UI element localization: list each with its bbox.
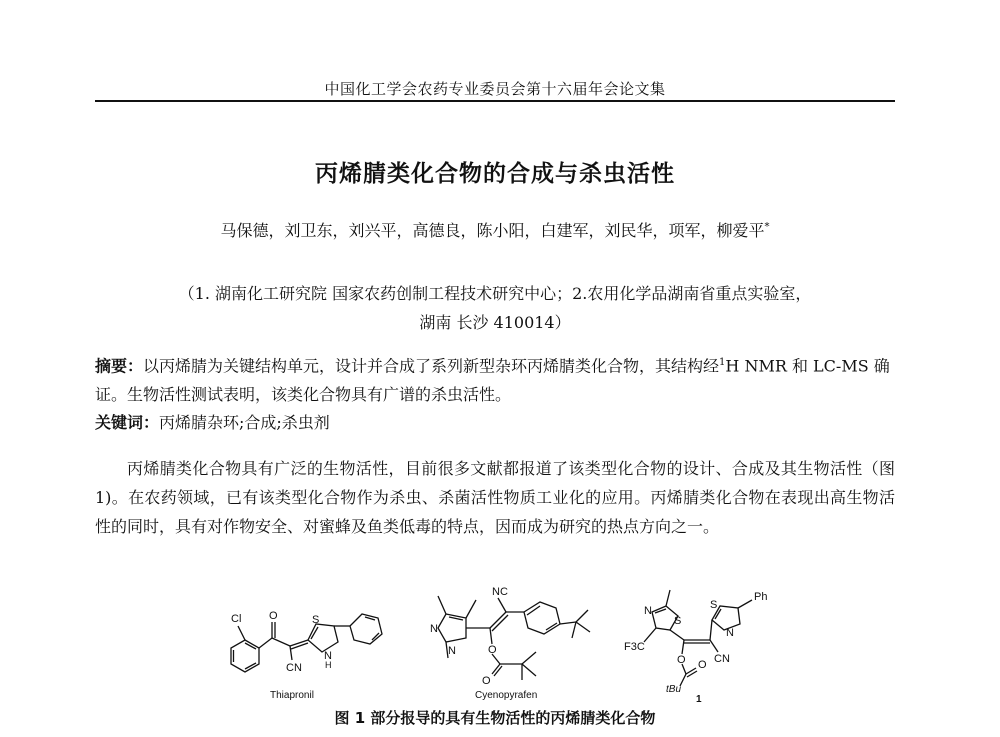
affiliation-line-2: 湖南 长沙 410014） bbox=[419, 313, 571, 332]
keywords bbox=[95, 408, 895, 437]
compound-1-n2-label: N bbox=[726, 627, 734, 639]
cyenopyrafen-o2-label: O bbox=[482, 675, 491, 687]
keywords-text: 丙烯腈杂环;合成;杀虫剂 bbox=[159, 413, 330, 432]
thiapronil-cl-label: Cl bbox=[231, 613, 242, 625]
corresponding-mark: * bbox=[764, 221, 770, 233]
thiapronil-cn-label: CN bbox=[286, 662, 302, 674]
abstract-text-a: 以丙烯腈为关键结构单元，设计并合成了系列新型杂环丙烯腈类化合物，其结构经 bbox=[143, 356, 720, 376]
cyenopyrafen-o1-label: O bbox=[488, 644, 497, 656]
cyenopyrafen-n2-label: N bbox=[448, 645, 456, 657]
compound-1-o1-label: O bbox=[677, 654, 686, 666]
compound-1-o2-label: O bbox=[698, 659, 707, 671]
author-list bbox=[95, 218, 895, 241]
compound-1-cn-label: CN bbox=[714, 653, 730, 665]
compound-1-s1-label: S bbox=[674, 615, 682, 627]
thiapronil-s-label: S bbox=[312, 614, 320, 626]
figure-structures bbox=[200, 582, 800, 707]
compound-name-1: 1 bbox=[696, 694, 702, 705]
header-rule bbox=[95, 100, 895, 102]
running-header: 中国化工学会农药专业委员会第十六届年会论文集 bbox=[324, 80, 666, 98]
author-names: 马保德，刘卫东，刘兴平，高德良，陈小阳，白建军，刘民华，项军，柳爱平 bbox=[220, 221, 765, 240]
affiliation-line-1: （1. 湖南化工研究院 国家农药创制工程技术研究中心；2.农用化学品湖南省重点实验室， bbox=[178, 284, 812, 303]
thiapronil-o-label: O bbox=[269, 610, 278, 622]
abstract-superscript: 1 bbox=[719, 357, 726, 368]
compound-name-thiapronil: Thiapronil bbox=[270, 690, 314, 701]
compound-1-tbu-label: tBu bbox=[666, 684, 682, 695]
thiapronil-h-label: H bbox=[325, 660, 332, 670]
body-paragraph: 丙烯腈类化合物具有广泛的生物活性，目前很多文献都报道了该类型化合物的设计、合成及其生物活性（图 1)。在农药领域，已有该类型化合物作为杀虫、杀菌活性物质工业化的应用。丙烯腈类化合物在表现出高生物活性的同时，具有对作物安全、对蜜蜂及鱼类低毒的特点，因而成为研究的热点方向之一。 bbox=[95, 459, 895, 536]
keywords-label: 关键词： bbox=[95, 413, 160, 432]
paper-title: 丙烯腈类化合物的合成与杀虫活性 bbox=[315, 161, 675, 187]
compound-name-cyenopyrafen: Cyenopyrafen bbox=[475, 690, 538, 701]
abstract bbox=[95, 348, 895, 409]
cyenopyrafen-nc-label: NC bbox=[492, 586, 508, 598]
compound-1-ph-label: Ph bbox=[754, 591, 768, 603]
compound-1-n1-label: N bbox=[644, 605, 652, 617]
cyenopyrafen-n1-label: N bbox=[430, 623, 438, 635]
thiapronil-n-label: N bbox=[324, 650, 332, 662]
abstract-text-b: H NMR 和 LC-MS 确证。生物活性测试表明，该类化合物具有广谱的杀虫活性。 bbox=[95, 356, 890, 405]
compound-1-f3c-label: F3C bbox=[624, 641, 645, 653]
compound-1-s2-label: S bbox=[710, 599, 718, 611]
abstract-label: 摘要： bbox=[95, 356, 144, 376]
figure-caption: 图 1 部分报导的具有生物活性的丙烯腈类化合物 bbox=[334, 709, 656, 727]
